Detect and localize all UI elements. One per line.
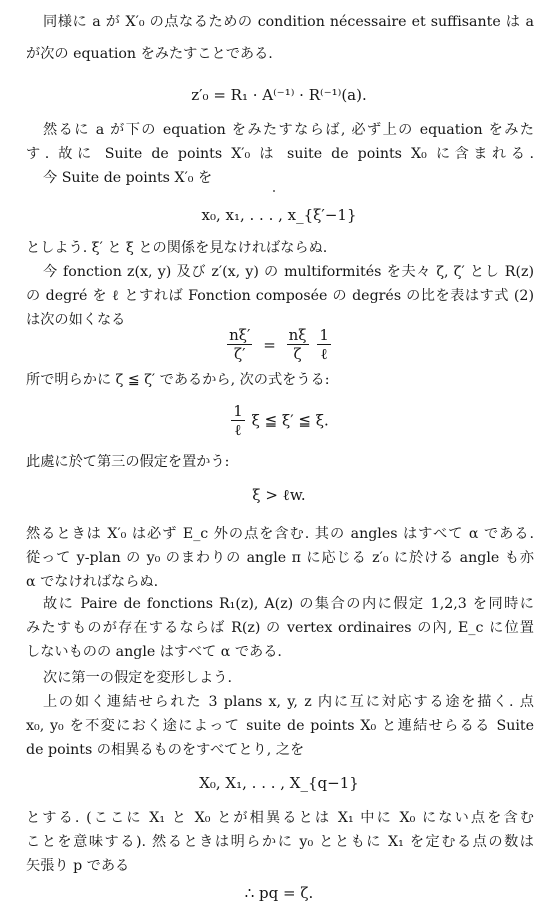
text-line: ことを意味する). 然るときは明らかに y₀ とともに X₁ を定むる点の数は (26, 834, 534, 850)
numerator: 1 (233, 402, 243, 420)
equation-fraction (0, 326, 558, 363)
text-line: 故に Paire de fonctions R₁(z), A(z) の集合の内に假定 1,2,3 を同時に (43, 596, 534, 612)
equation: ξ > ℓw. (252, 486, 306, 504)
text-line: x₀, y₀ を不変におく途によって suite de points X₀ と連結せらるる Suite (26, 718, 534, 734)
text-line: の degré を ℓ とすれば Fonction composée の degrés の比を表はす式 (2) (26, 288, 534, 304)
text-line: しないものの angle はすべて α である. (26, 644, 282, 660)
text-line: 上の如く連結せられた 3 plans x, y, z 内に互に対応する途を描く. 点 (43, 694, 534, 710)
denominator: ℓ (320, 345, 328, 363)
text-line: みたすものが存在するならば R(z) の vertex ordinaires の內, E_c に位置 (26, 620, 534, 636)
text-line: としよう. ξ′ と ξ との関係を見なければならぬ. (26, 240, 328, 256)
fraction (227, 326, 252, 363)
fraction (287, 326, 309, 363)
text-line: de points の相異るものをすべてとり, 之を (26, 742, 305, 758)
text-line: 此處に於て第三の假定を置かう: (26, 454, 230, 470)
text-line: 從って y-plan の y₀ のまわりの angle π に応じる z′₀ に於ける angle も亦 (26, 550, 534, 566)
text-line: 矢張り p である (26, 858, 130, 874)
denominator: ζ′ (234, 345, 246, 363)
denominator: ζ (293, 345, 302, 363)
text-line: とする. (ここに X₁ と X₀ とが相異るとは X₁ 中に X₀ にない点を含む (26, 810, 534, 826)
text-line: は次の如くなる (26, 312, 126, 328)
equals-sign: = (263, 335, 276, 354)
equation: ∴ pq = ζ. (244, 884, 314, 902)
fraction (317, 326, 331, 363)
text-line: 今 Suite de points X′₀ を (43, 170, 213, 186)
equation-fraction (0, 402, 558, 439)
fraction (231, 402, 245, 439)
inequality: ξ ≦ ξ′ ≦ ξ. (251, 411, 329, 430)
numerator: nξ′ (229, 326, 251, 344)
equation: x₀, x₁, . . . , x_{ξ′−1} (201, 206, 357, 224)
text-line: 然るに a が下の equation をみたすならば, 必ず上の equation をみた (43, 122, 534, 138)
numerator: 1 (319, 326, 329, 344)
numerator: nξ (288, 326, 307, 344)
text-line: 今 fonction z(x, y) 及び z′(x, y) の multiformités を夫々 ζ, ζ′ とし R(z) (43, 264, 534, 280)
denominator: ℓ (234, 421, 242, 439)
speck (273, 190, 275, 192)
text-line: 次に第一の假定を変形しよう. (43, 670, 232, 686)
text-line: す. 故に Suite de points X′₀ は suite de points X₀ に含まれる. (26, 146, 534, 162)
equation: X₀, X₁, . . . , X_{q−1} (199, 774, 359, 792)
text-line: α でなければならぬ. (26, 574, 159, 590)
text-line: 所で明らかに ζ ≦ ζ′ であるから, 次の式をうる: (26, 372, 330, 388)
equation: z′₀ = R₁ · A⁽⁻¹⁾ · R⁽⁻¹⁾(a). (191, 86, 367, 104)
text-line: 然るときは X′₀ は必ず E_c 外の点を含む. 其の angles はすべて α である. (26, 526, 534, 542)
text-line: が次の equation をみたすことである. (26, 46, 273, 62)
text-line: 同様に a が X′₀ の点なるための condition nécessaire et suffisante は a (43, 14, 534, 30)
